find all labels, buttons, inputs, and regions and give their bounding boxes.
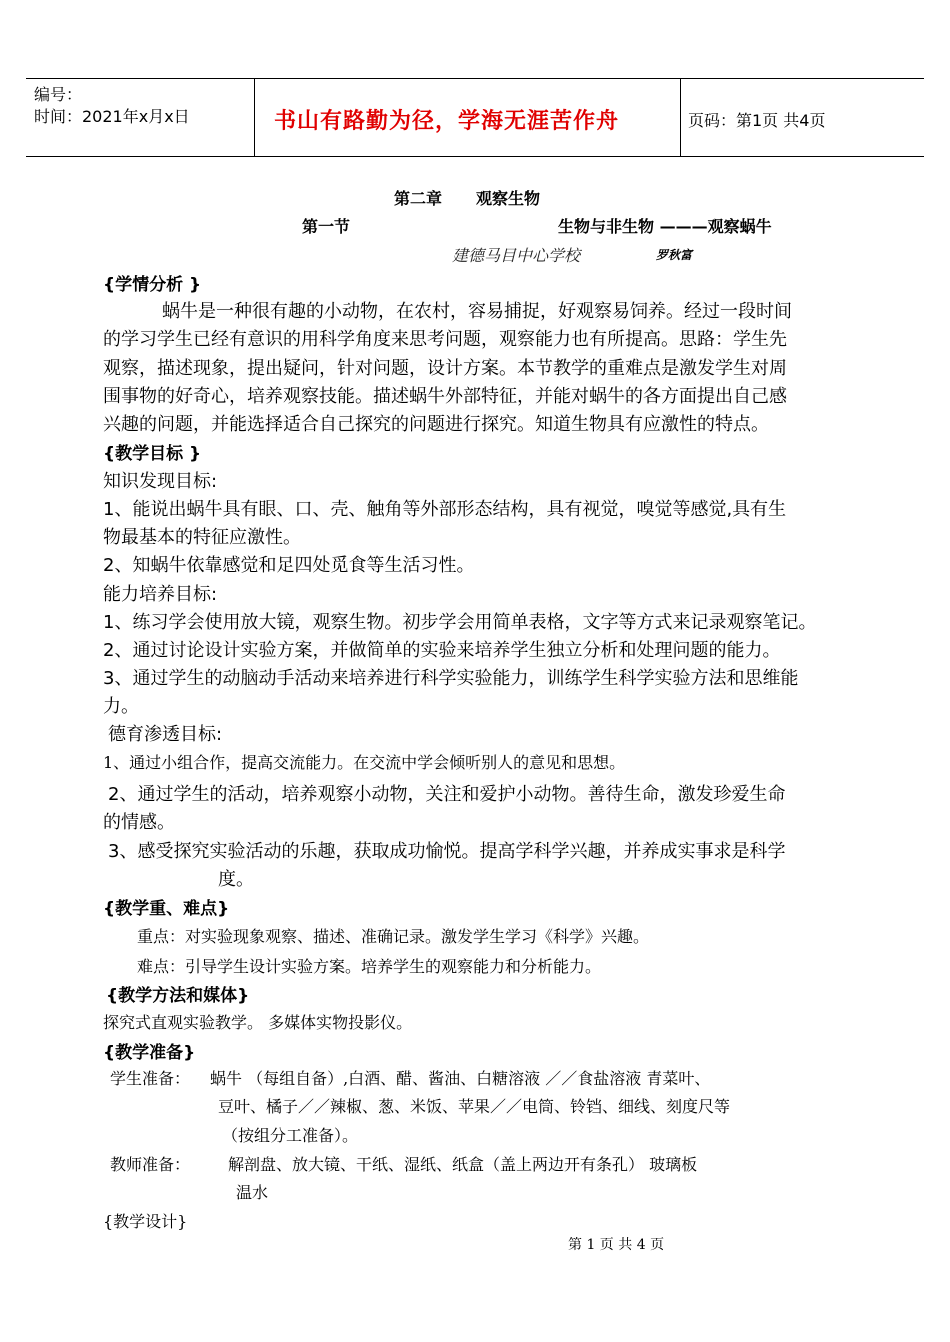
header-divider-right: [680, 78, 681, 157]
goals-heading: {教学目标 }: [103, 444, 202, 464]
school-name: 建德马目中心学校: [452, 246, 581, 265]
methods-text: 探究式直观实验教学。 多媒体实物投影仪。: [103, 1013, 413, 1032]
header-divider-left: [254, 78, 255, 157]
analysis-line: 的学习学生已经有意识的用科学角度来思考问题，观察能力也有所提高。思路：学生先: [103, 329, 787, 350]
section-number: 第一节: [302, 217, 351, 236]
student-prep-line: 蜗牛 （每组自备）,白酒、醋、酱油、白糖溶液 ／／食盐溶液 青菜叶、: [210, 1069, 711, 1088]
teacher-prep-line: 温水: [236, 1183, 269, 1202]
moral-goal-line: 3、感受探究实验活动的乐趣，获取成功愉悦。提高学科学兴趣，并养成实事求是科学: [108, 841, 786, 862]
author-signature: 罗秋富: [656, 248, 693, 262]
difficult-point: 难点：引导学生设计实验方案。培养学生的观察能力和分析能力。: [137, 957, 602, 976]
ability-goals-label: 能力培养目标:: [103, 584, 218, 605]
knowledge-goal-line: 1、能说出蜗牛具有眼、口、壳、触角等外部形态结构，具有视觉，嗅觉等感觉,具有生: [103, 499, 787, 520]
analysis-line: 观察，描述现象，提出疑问，针对问题，设计方案。本节教学的重难点是激发学生对周: [103, 358, 787, 379]
design-heading: {教学设计}: [103, 1212, 188, 1231]
motto: 书山有路勤为径，学海无涯苦作舟: [274, 109, 620, 134]
ability-goal-line: 2、通过讨论设计实验方案，并做简单的实验来培养学生独立分析和处理问题的能力。: [103, 640, 781, 661]
moral-goals-label: 德育渗透目标:: [108, 724, 223, 745]
moral-goal-line: 的情感。: [103, 812, 175, 833]
methods-heading: {教学方法和媒体}: [106, 986, 250, 1006]
moral-goal-line: 度。: [218, 869, 254, 890]
analysis-heading: {学情分析 }: [103, 275, 202, 295]
teacher-prep-label: 教师准备：: [110, 1155, 191, 1174]
prep-heading: {教学准备}: [103, 1043, 196, 1063]
keypoints-heading: {教学重、难点}: [103, 899, 230, 919]
analysis-line: 兴趣的问题，并能选择适合自己探究的问题进行探究。知道生物具有应激性的特点。: [103, 414, 769, 435]
analysis-line: 围事物的好奇心，培养观察技能。描述蜗牛外部特征，并能对蜗牛的各方面提出自己感: [103, 386, 787, 407]
knowledge-goal-line: 2、知蜗牛依靠感觉和足四处觅食等生活习性。: [103, 555, 475, 576]
ability-goal-line: 3、通过学生的动脑动手活动来培养进行科学实验能力，训练学生科学实验方法和思维能: [103, 668, 799, 689]
student-prep-line: （按组分工准备）。: [222, 1126, 359, 1145]
page-info: 页码：第1页 共4页: [688, 111, 826, 130]
student-prep-line: 豆叶、橘子／／辣椒、葱、米饭、苹果／／电筒、铃铛、细线、刻度尺等: [218, 1097, 731, 1116]
teacher-prep-line: 解剖盘、放大镜、干纸、湿纸、纸盒（盖上两边开有条孔） 玻璃板: [228, 1155, 698, 1174]
chapter-name: 观察生物: [476, 189, 541, 208]
section-name: 生物与非生物 ———观察蜗牛: [558, 217, 772, 236]
moral-goal-line: 1、通过小组合作，提高交流能力。在交流中学会倾听别人的意见和思想。: [103, 753, 626, 772]
knowledge-goal-line: 物最基本的特征应激性。: [103, 527, 301, 548]
time-label: 时间：2021年x月x日: [34, 107, 190, 126]
ability-goal-line: 1、练习学会使用放大镜，观察生物。初步学会用简单表格，文字等方式来记录观察笔记。: [103, 612, 817, 633]
student-prep-label: 学生准备：: [110, 1069, 191, 1088]
header-bottom-rule: [26, 156, 924, 157]
analysis-line: 蜗牛是一种很有趣的小动物，在农村，容易捕捉，好观察易饲养。经过一段时间: [162, 301, 792, 322]
page-footer: 第 1 页 共 4 页: [568, 1237, 665, 1253]
moral-goal-line: 2、通过学生的活动，培养观察小动物，关注和爱护小动物。善待生命，激发珍爱生命: [108, 784, 786, 805]
knowledge-goals-label: 知识发现目标:: [103, 471, 218, 492]
key-point: 重点：对实验现象观察、描述、准确记录。激发学生学习《科学》兴趣。: [137, 927, 650, 946]
serial-label: 编号：: [34, 85, 83, 104]
chapter-number: 第二章: [394, 189, 443, 208]
ability-goal-line: 力。: [103, 696, 139, 717]
header-top-rule: [26, 78, 924, 79]
